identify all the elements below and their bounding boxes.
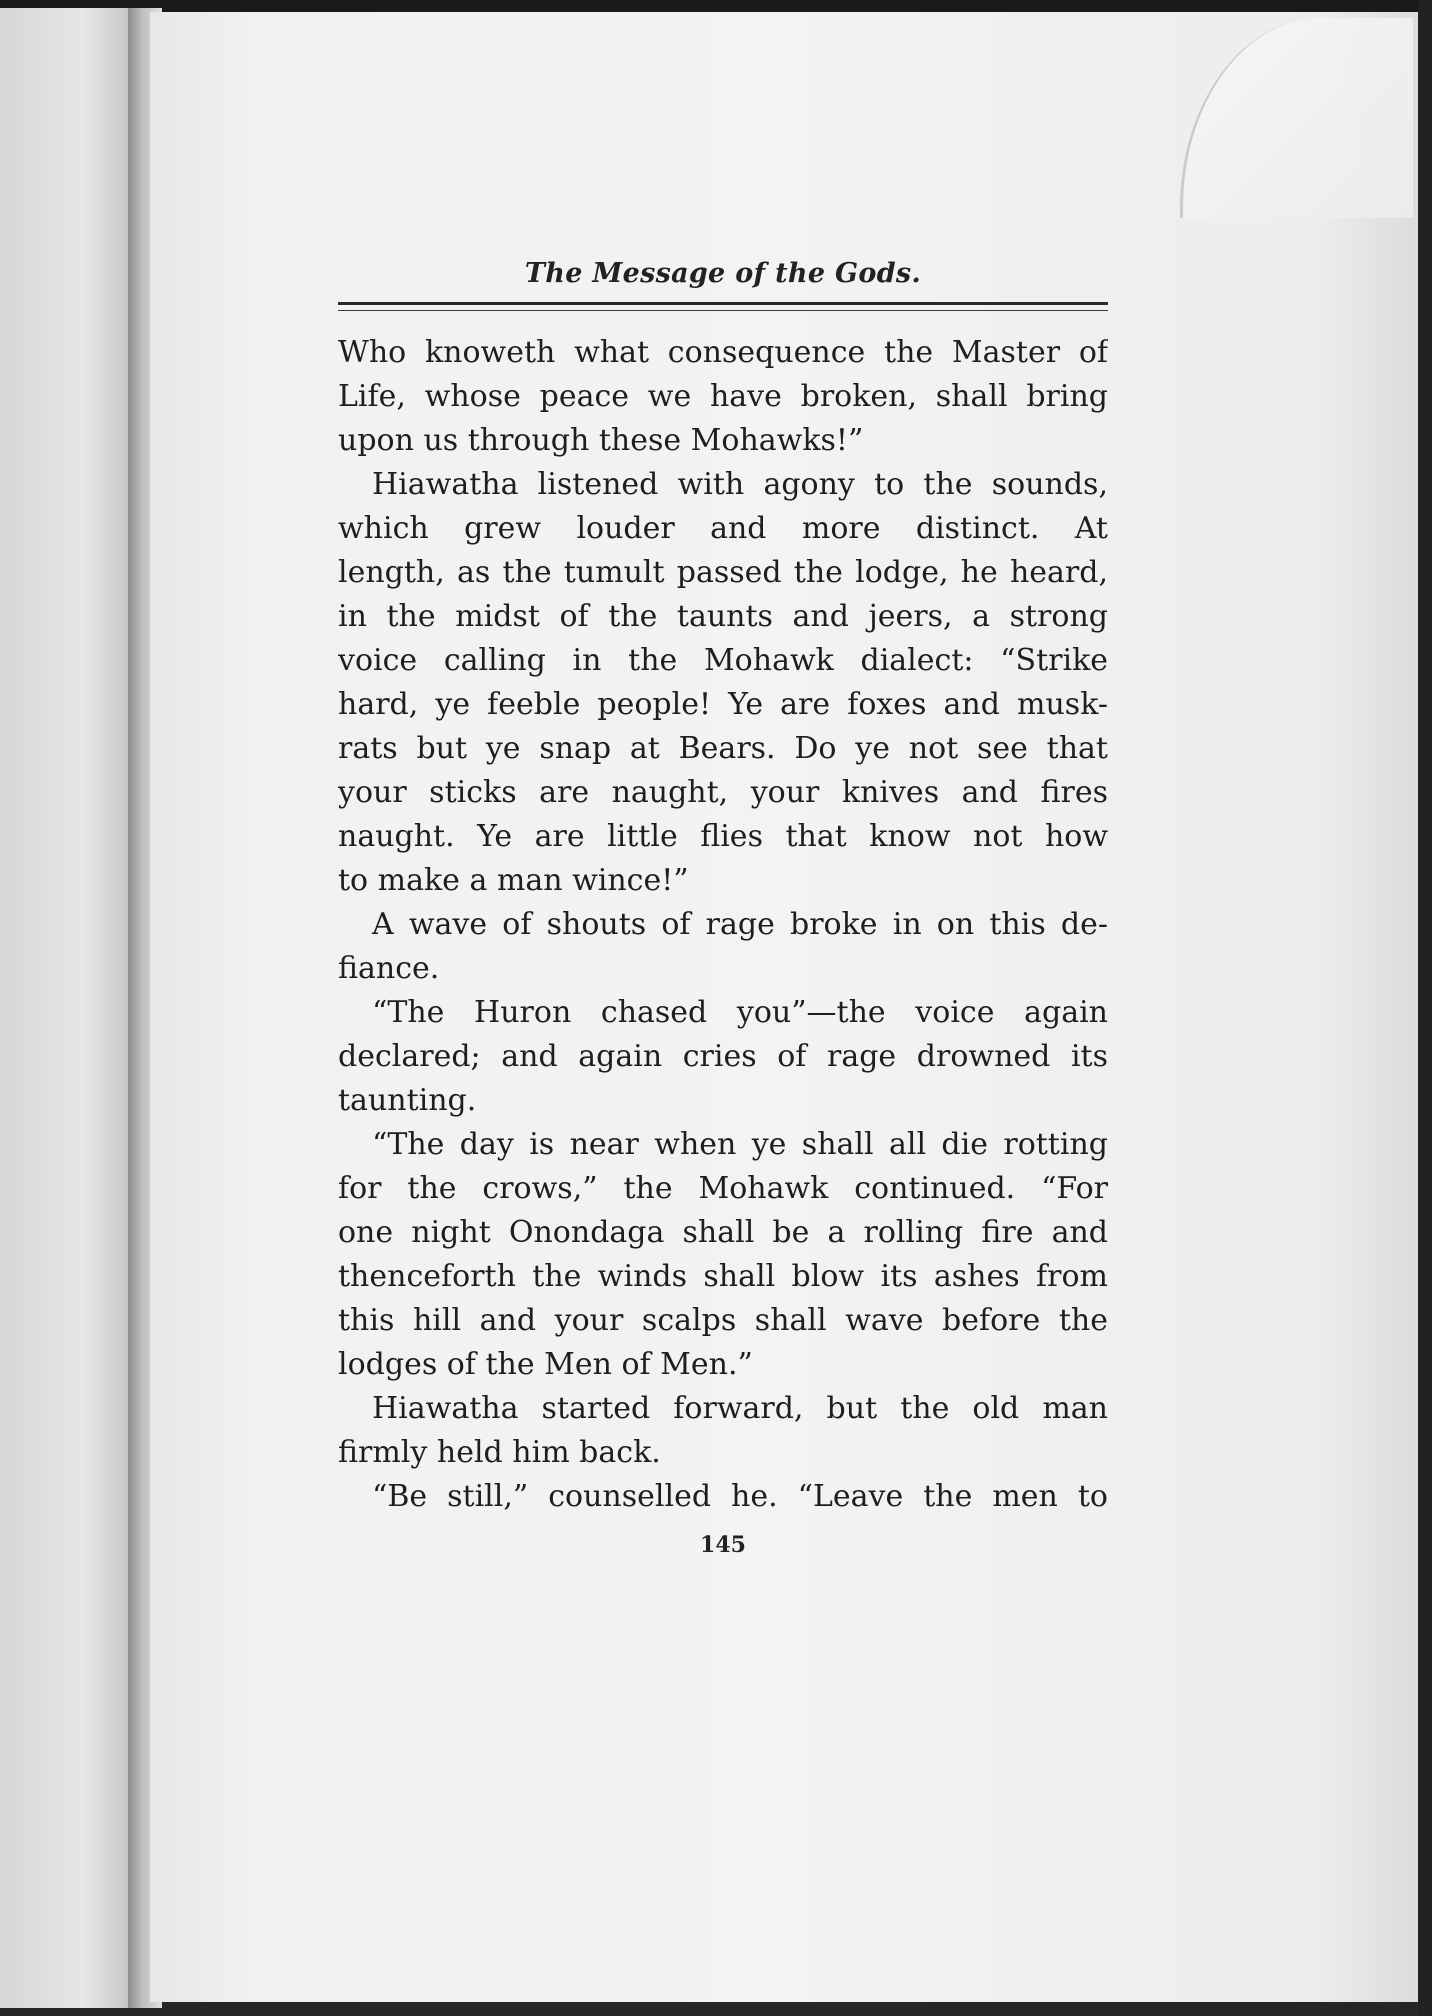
text-line: Hiawatha started forward, but the old man xyxy=(372,1391,1108,1426)
text-line: naught. Ye are little flies that know not how xyxy=(338,819,1108,854)
text-line: Life, whose peace we have broken, shall bring xyxy=(338,379,1108,414)
scan-right-edge xyxy=(1418,0,1432,2016)
text-line: taunting. xyxy=(338,1083,477,1118)
text-line: this hill and your scalps shall wave before the xyxy=(338,1303,1108,1338)
text-line: “The day is near when ye shall all die rotting xyxy=(372,1127,1108,1162)
text-line: Hiawatha listened with agony to the sounds, xyxy=(372,467,1108,502)
text-line: “The Huron chased you”—the voice again xyxy=(372,995,1108,1030)
page-number: 145 xyxy=(700,1532,746,1558)
body-text xyxy=(338,331,1108,1519)
text-line: fiance. xyxy=(338,951,440,986)
text-line: firmly held him back. xyxy=(338,1435,661,1470)
text-line: lodges of the Men of Men.” xyxy=(338,1347,753,1382)
text-line: voice calling in the Mohawk dialect: “Strike xyxy=(338,643,1108,678)
text-line: thenceforth the winds shall blow its ashes from xyxy=(338,1259,1108,1294)
running-header: The Message of the Gods. xyxy=(524,258,922,289)
text-line: hard, ye feeble people! Ye are foxes and musk- xyxy=(338,687,1108,722)
text-line: length, as the tumult passed the lodge, he heard, xyxy=(338,555,1108,590)
text-line: which grew louder and more distinct. At xyxy=(338,511,1108,546)
text-line: one night Onondaga shall be a rolling fire and xyxy=(338,1215,1108,1250)
text-line: Who knoweth what consequence the Master of xyxy=(338,335,1108,370)
text-line: for the crows,” the Mohawk continued. “For xyxy=(338,1171,1108,1206)
text-line: rats but ye snap at Bears. Do ye not see that xyxy=(338,731,1108,766)
header-rule-thick xyxy=(338,302,1108,305)
text-line: A wave of shouts of rage broke in on this de- xyxy=(372,907,1108,942)
text-line: to make a man wince!” xyxy=(338,863,689,898)
text-line: “Be still,” counselled he. “Leave the men to xyxy=(372,1479,1108,1514)
text-line: your sticks are naught, your knives and fires xyxy=(338,775,1108,810)
text-line: upon us through these Mohawks!” xyxy=(338,423,864,458)
text-line: declared; and again cries of rage drowned its xyxy=(338,1039,1108,1074)
header-rule-thin xyxy=(338,310,1108,311)
text-line: in the midst of the taunts and jeers, a strong xyxy=(338,599,1108,634)
